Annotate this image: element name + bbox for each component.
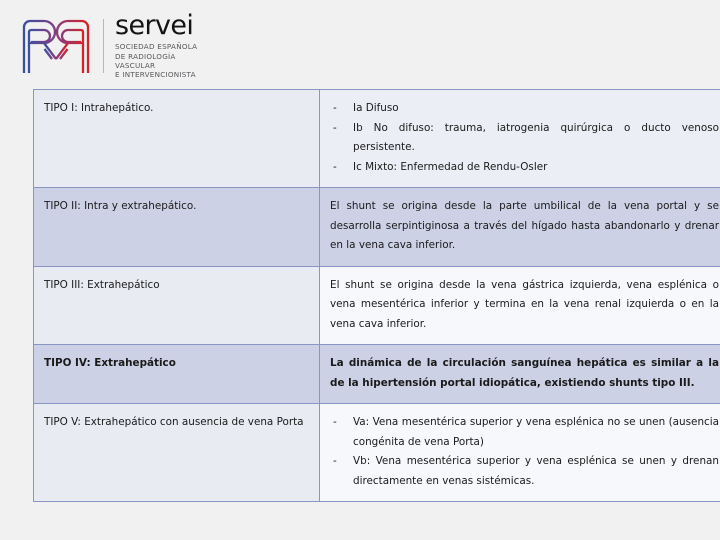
brand-subtitle-line-1: SOCIEDAD ESPAÑOLA: [115, 42, 198, 52]
type-label-cell: [34, 345, 320, 404]
brand-header: [16, 10, 197, 82]
subtype-list: [330, 413, 719, 491]
type-label: TIPO II: Intra y extrahepático.: [44, 200, 197, 212]
type-label-cell: [34, 404, 320, 502]
type-label-cell: [34, 266, 320, 345]
brand-text-block: [115, 12, 197, 80]
type-description-cell: [320, 404, 720, 502]
brand-subtitle-line-3: VASCULAR: [115, 61, 156, 70]
type-description-cell: [320, 90, 720, 188]
type-label-cell: [34, 188, 320, 267]
table-row: [34, 404, 720, 502]
table-row: [34, 188, 720, 267]
type-label: TIPO IV: Extrahepático: [44, 357, 176, 369]
type-label: TIPO V: Extrahepático con ausencia de vena Porta: [44, 416, 304, 428]
brand-subtitle-line-2: DE RADIOLOGÍA: [115, 51, 176, 61]
description-paragraph: El shunt se origina desde la parte umbilical de la vena portal y se desarrolla serpintiginosa a través del hígado hasta abandonarlo y drenar en la vena cava inferior.: [330, 200, 719, 251]
list-item: - Ia Difuso: [330, 99, 719, 119]
type-description-cell: [320, 345, 720, 404]
double-r-monogram-logo-icon: [16, 15, 96, 77]
list-item: - Ic Mixto: Enfermedad de Rendu-Osler: [330, 158, 719, 178]
type-label: TIPO III: Extrahepático: [44, 278, 160, 291]
type-label-cell: [34, 90, 320, 188]
type-label: TIPO I: Intrahepático.: [44, 102, 154, 114]
table-row: [34, 266, 720, 345]
list-item: - Vb: Vena mesentérica superior y vena esplénica se unen y drenan directamente en venas sistémicas.: [330, 452, 719, 491]
brand-divider: [103, 19, 104, 73]
table-row: [34, 90, 720, 188]
list-item: - Ib No difuso: trauma, iatrogenia quirúrgica o ducto venoso persistente.: [330, 119, 719, 158]
classification-table-container: [33, 89, 719, 502]
table-body: [34, 90, 720, 502]
type-description-cell: [320, 266, 720, 345]
brand-name: servei: [115, 10, 194, 42]
table-row: [34, 345, 720, 404]
description-paragraph: La dinámica de la circulación sanguínea hepática es similar a la de la hipertensión portal idiopática, existiendo shunts tipo III.: [330, 357, 719, 389]
type-description-cell: [320, 188, 720, 267]
list-item: - Va: Vena mesentérica superior y vena esplénica no se unen (ausencia congénita de vena Porta): [330, 413, 719, 452]
subtype-list: [330, 99, 719, 177]
brand-subtitle-line-4: E INTERVENCIONISTA: [115, 70, 196, 80]
shunt-type-classification-table: [33, 89, 720, 502]
description-paragraph: El shunt se origina desde la vena gástrica izquierda, vena esplénica o vena mesentérica inferior y termina en la vena renal izquierda o en la vena cava inferior.: [330, 278, 719, 330]
